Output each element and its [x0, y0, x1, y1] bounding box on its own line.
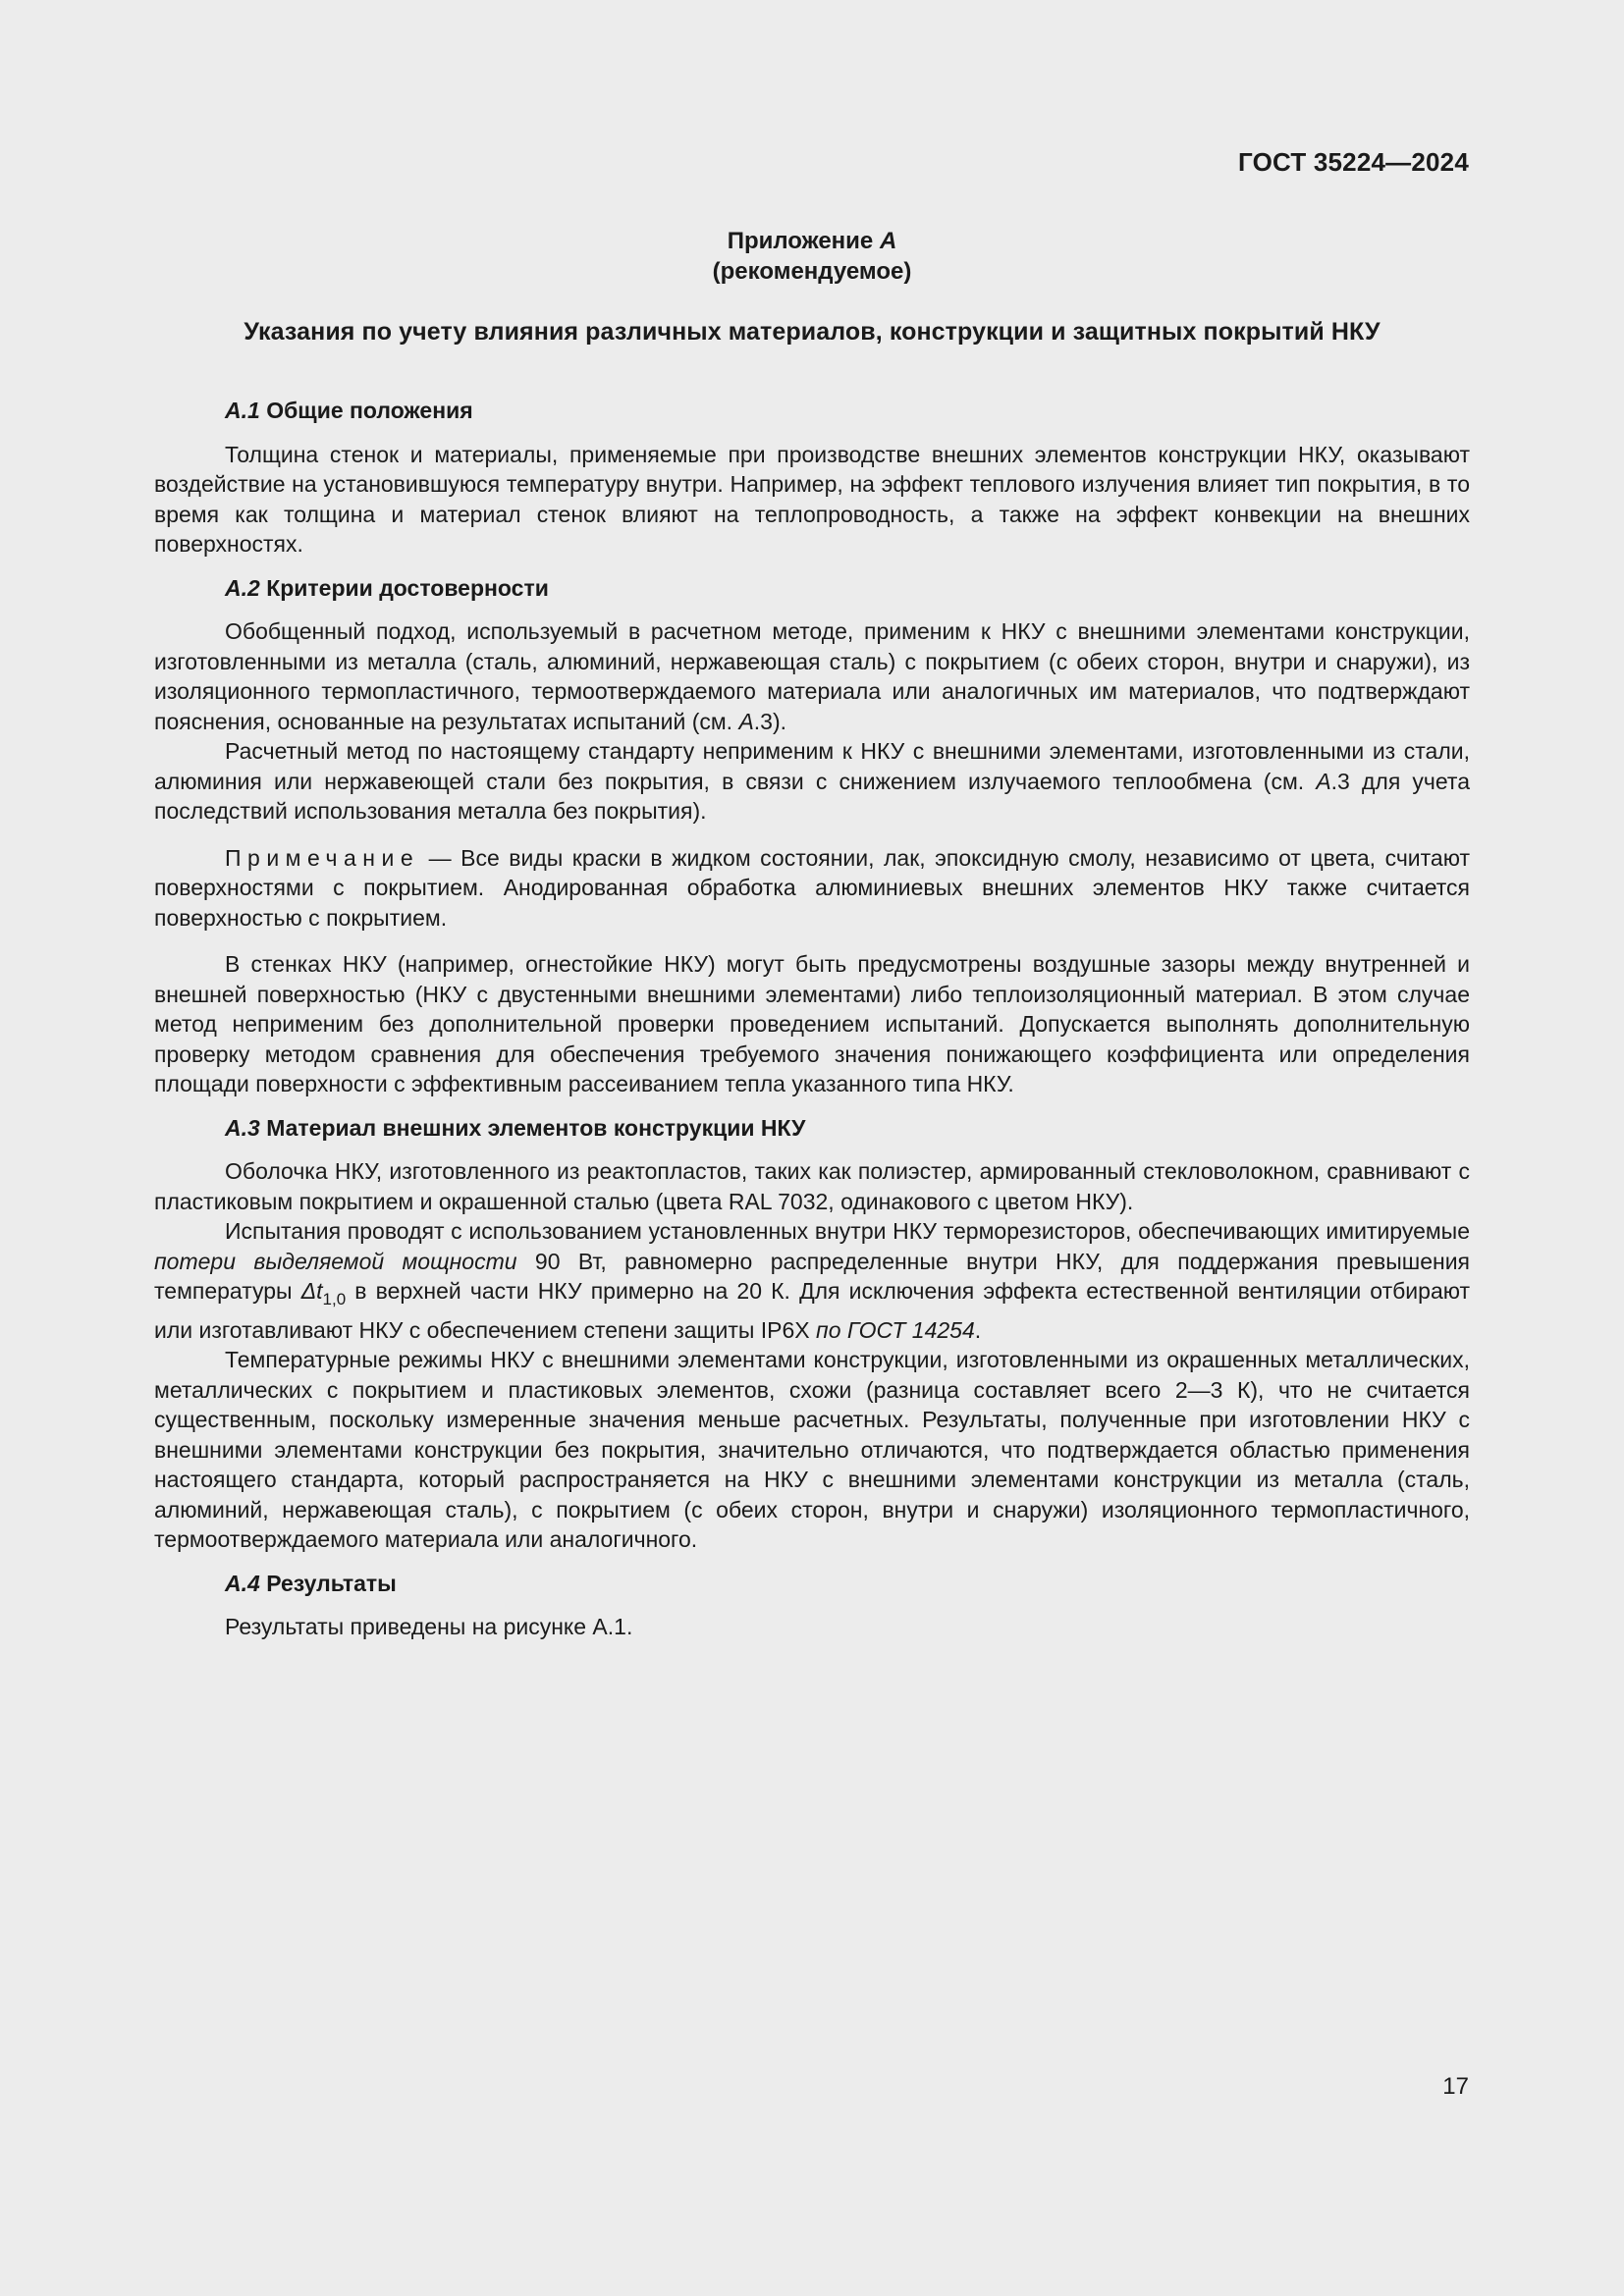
paragraph: Результаты приведены на рисунке А.1.: [225, 1614, 633, 1639]
appendix-letter: А: [879, 228, 897, 254]
document-body: [154, 396, 1470, 1642]
paragraph: В стенках НКУ (например, огнестойкие НКУ) могут быть предусмотрены воздушные зазоры между внутренней и внешней поверхностью (НКУ с двустенными внешними элементами) либо теплоизоляционный материал. В этом случае метод неприменим без дополнительной проверки проведением испытаний. Допускается выполнять дополнительную проверку методом сравнения для обеспечения требуемого значения понижающего коэффициента или определения площади поверхности с эффективным рассеиванием тепла указанного типа НКУ.: [154, 951, 1470, 1096]
paragraph: Испытания проводят с использованием установленных внутри НКУ терморезисторов, обеспечивающих имитируемые потери выделяемой мощности 90 Вт, равномерно распределенные внутри НКУ, для поддержания превышения температуры $\Delta t_{1,0}$ в верхней части НКУ примерно на 20 К. Для исключения эффекта естественной вентиляции отбирают или изготавливают НКУ с обеспечением степени защиты IP6X по ГОСТ 14254.: [154, 1218, 1471, 1343]
note-label: Примечание: [225, 844, 420, 871]
paragraph: Обобщенный подход, используемый в расчетном методе, применим к НКУ с внешними элементами конструкции, изготовленными из металла (сталь, алюминий, нержавеющая сталь) с покрытием (с обеих сторон, внутри и снаружи), из изоляционного термопластичного, термоотверждаемого материала или аналогичных им материалов, что подтверждают пояснения, основанные на результатах испытаний (см. А.3).: [154, 618, 1470, 734]
paragraph: Расчетный метод по настоящему стандарту неприменим к НКУ с внешними элементами, изготовленными из стали, алюминия или нержавеющей стали без покрытия, в связи с снижением излучаемого теплообмена (см. А.3 для учета последствий использования металла без покрытия).: [154, 738, 1471, 824]
page-number: 17: [1442, 2073, 1469, 2100]
section-heading-a1: А.1 Общие положения: [225, 398, 473, 423]
paragraph: Температурные режимы НКУ с внешними элементами конструкции, изготовленными из окрашенных металлических, металлических с покрытием и пластиковых элементов, схожи (разница составляет всего 2—3 К), что не считается существенным, поскольку измеренные значения меньше расчетных. Результаты, полученные при изготовлении НКУ с внешними элементами конструкции без покрытия, значительно отличаются, что подтверждается областью применения настоящего стандарта, который распространяется на НКУ с внешними элементами конструкции из металла (сталь, алюминий, нержавеющая сталь), с покрытием (с обеих сторон, внутри и снаружи) изоляционного термопластичного, термоотверждаемого материала или аналогичного.: [154, 1347, 1470, 1552]
appendix-title: Указания по учету влияния различных материалов, конструкции и защитных покрытий НКУ: [244, 318, 1380, 346]
paragraph: Толщина стенок и материалы, применяемые при производстве внешних элементов конструкции НКУ, оказывают воздействие на установившуюся температуру внутри. Например, на эффект теплового излучения влияет тип покрытия, в то время как толщина и материал стенок влияют на теплопроводность, а также на эффект конвекции на внешних поверхностях.: [154, 441, 1470, 557]
paragraph: Оболочка НКУ, изготовленного из реактопластов, таких как полиэстер, армированный стекловолокном, сравнивают с пластиковым покрытием и окрашенной сталью (цвета RAL 7032, одинакового с цветом НКУ).: [154, 1158, 1470, 1214]
section-heading-a3: А.3 Материал внешних элементов конструкции НКУ: [225, 1114, 806, 1141]
section-heading-a2: А.2 Критерии достоверности: [225, 574, 549, 601]
appendix-heading: [0, 226, 1624, 287]
document-code: ГОСТ 35224—2024: [1238, 147, 1469, 177]
appendix-status: (рекомендуемое): [712, 258, 912, 285]
section-heading-a4: А.4 Результаты: [225, 1570, 397, 1596]
note-paragraph: Примечание — Все виды краски в жидком состоянии, лак, эпоксидную смолу, независимо от цвета, считают поверхностями с покрытием. Анодированная обработка алюминиевых внешних элементов НКУ также считается поверхностью с покрытием.: [154, 844, 1470, 931]
appendix-word: Приложение: [727, 228, 874, 254]
